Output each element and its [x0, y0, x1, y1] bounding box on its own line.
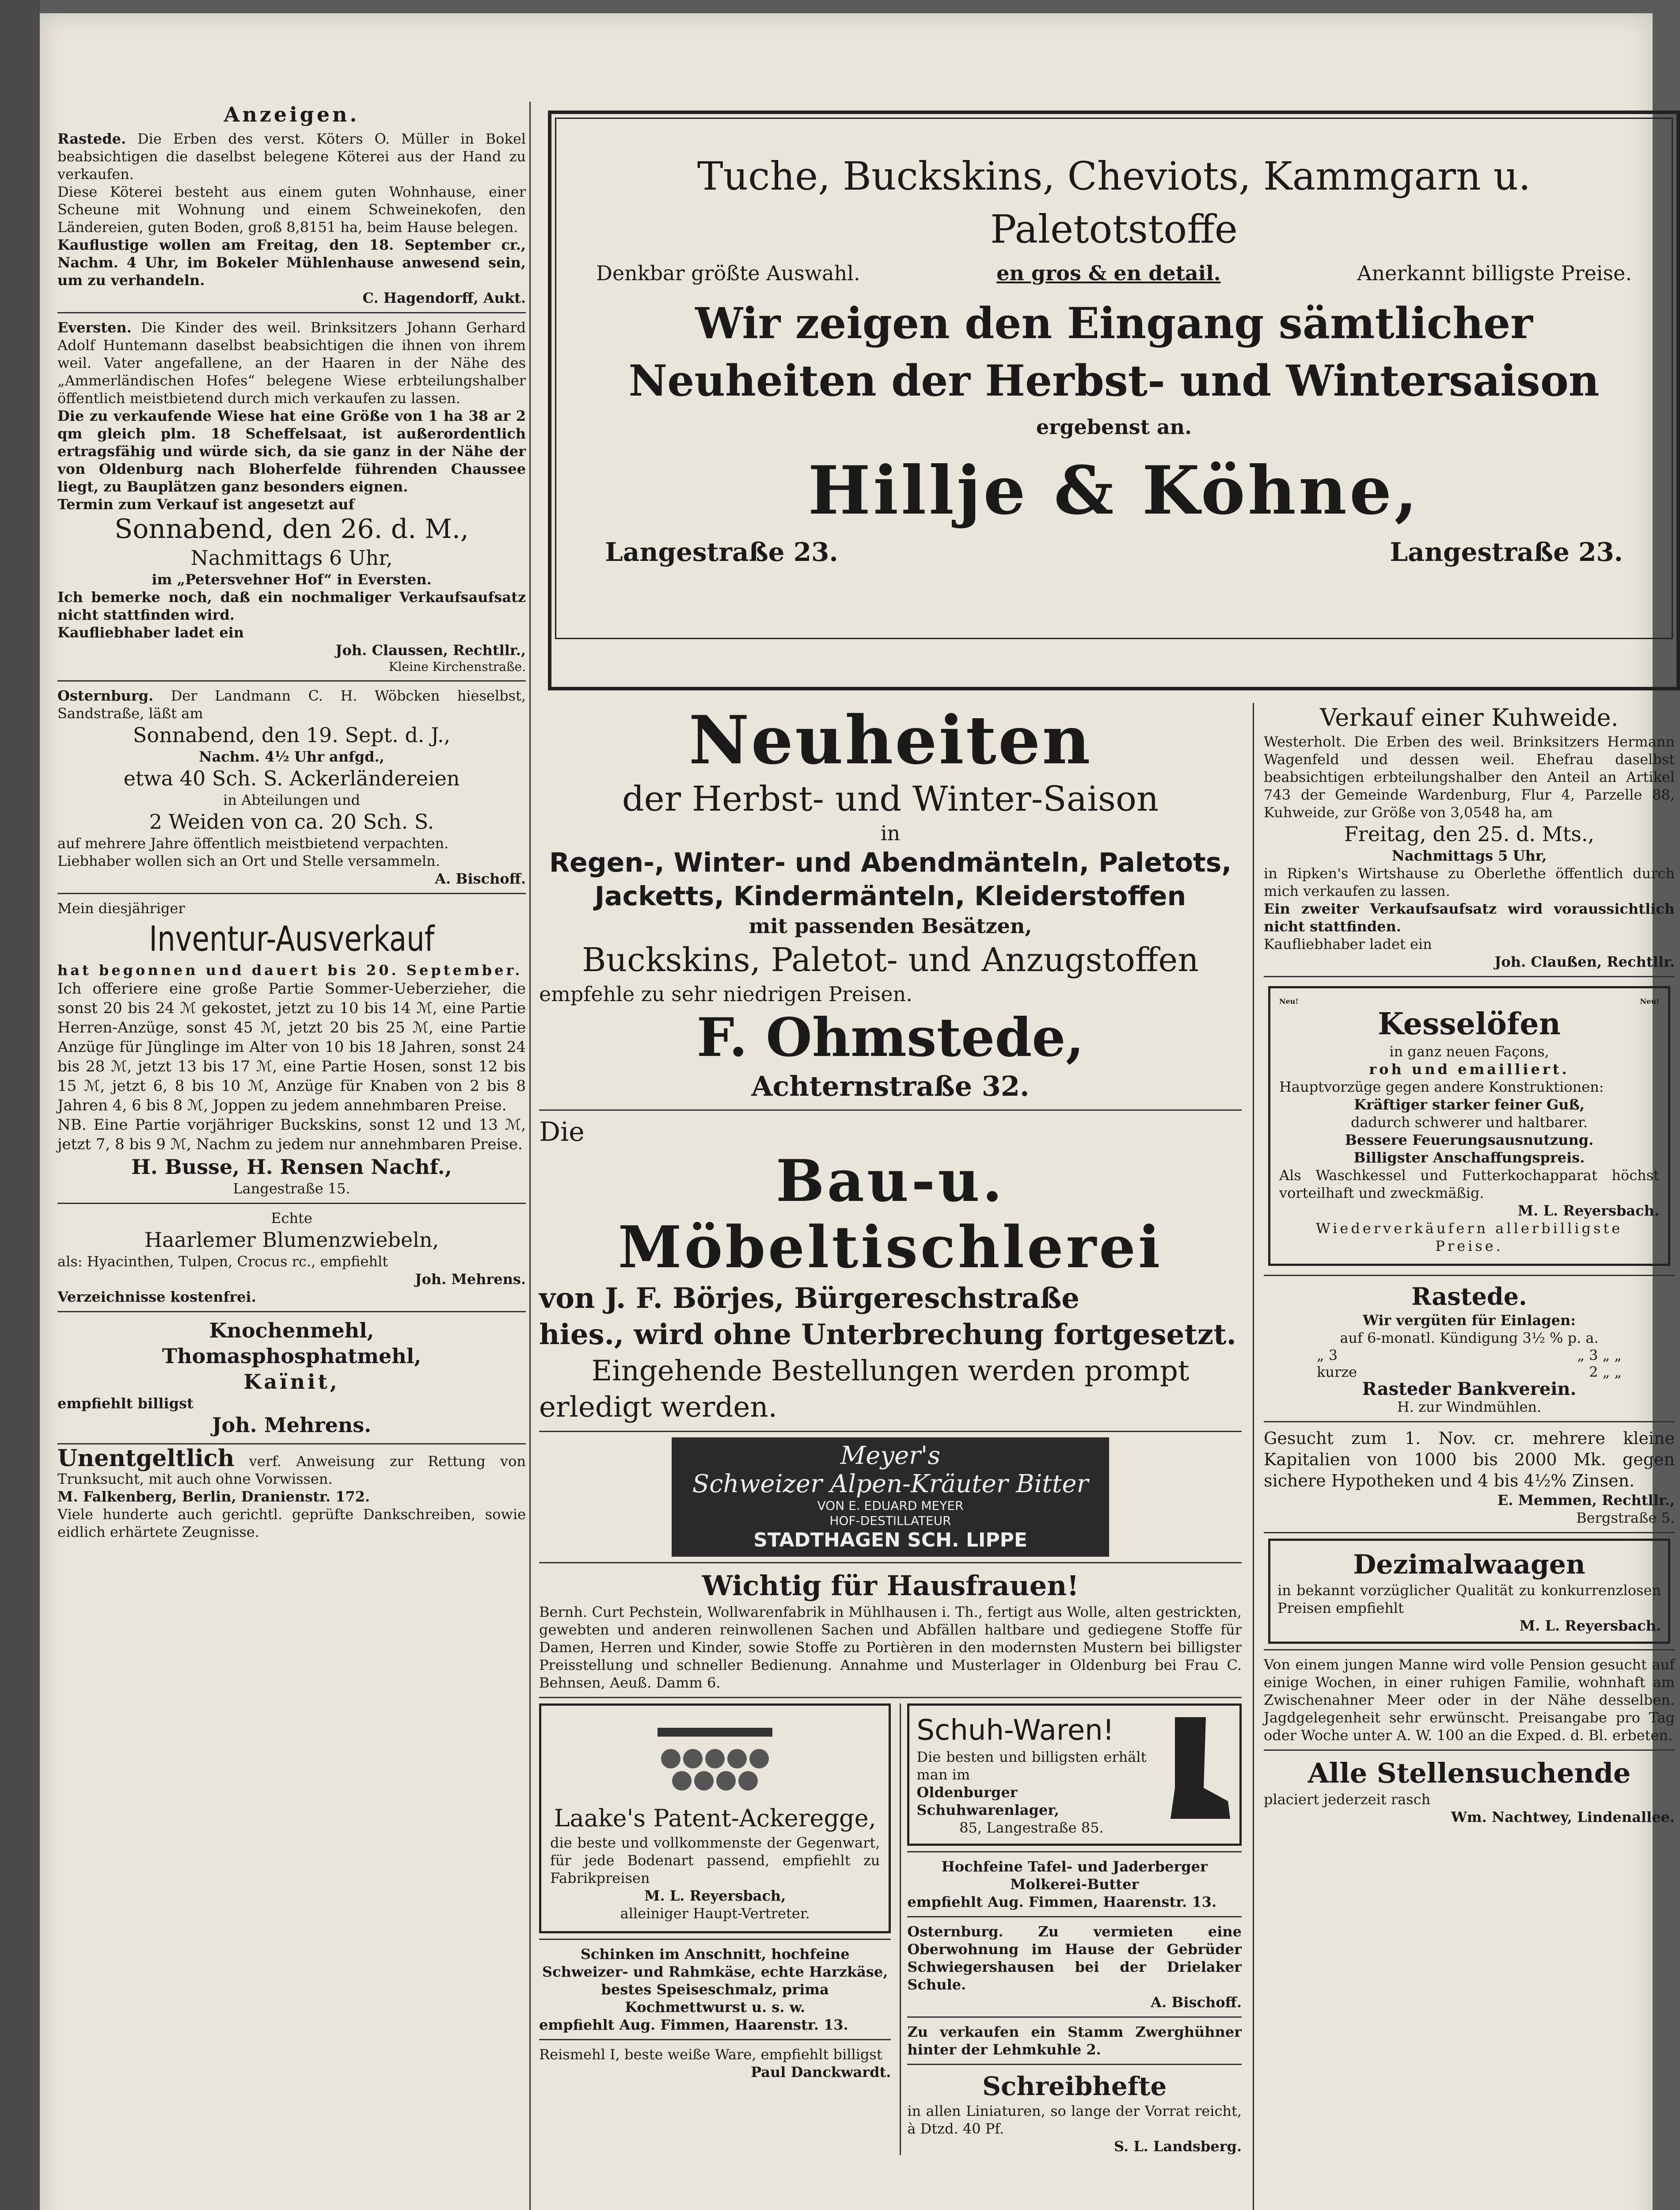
ad-bankverein [1264, 1281, 1675, 1416]
ad-neu: Neu! [1279, 997, 1299, 1006]
ad-text: Ich bemerke noch, daß ein nochmaliger Verkaufsaufsatz nicht stattfinden wird. [57, 589, 526, 623]
ad-text: Die zu verkaufende Wiese hat eine Größe von 1 ha 38 ar 2 qm gleich plm. 18 Scheffelsaat, ist außerordentlich ertragsfähig und würde sich, da sie ganz in der Nähe der von Oldenburg nach Bloherfelde führenden Chaussee liegt, zu Bauplätzen ganz besonders eignen. [57, 408, 526, 495]
ad-line: empfehle zu sehr niedrigen Preisen. [539, 982, 912, 1006]
ad-title: Schreibhefte [982, 2071, 1167, 2101]
ad-title: Rastede. [1411, 1282, 1527, 1311]
ad-text: als: Hyacinthen, Tulpen, Crocus rc., empfiehlt [57, 1253, 388, 1270]
ad-kuhweide [1264, 703, 1675, 971]
ad-address: Langestraße 23. [605, 537, 838, 567]
ad-title: Laake's Patent-Ackeregge, [554, 1804, 876, 1832]
ad-signature: H. zur Windmühlen. [1397, 1398, 1542, 1415]
ad-line: von J. F. Börjes, Bürgereschstraße [539, 1282, 1079, 1315]
ad-title: Verkauf einer Kuhweide. [1320, 704, 1619, 732]
column-left [57, 102, 526, 1541]
ad-address: Langestraße 23. [1390, 537, 1623, 567]
ad-lead: Eversten. [57, 319, 132, 336]
ad-title: Neuheiten [688, 701, 1092, 779]
ad-huehner: Zu verkaufen ein Stamm Zwerghühner hinter der Lehmkuhle 2. [907, 2023, 1242, 2058]
ad-title: Haarlemer Blumenzwiebeln, [144, 1228, 439, 1252]
ad-text: Wir vergüten für Einlagen: [1362, 1312, 1576, 1329]
ad-lead: Rastede. [57, 130, 126, 147]
ad-text: Der Landmann C. H. Wöbcken hieselbst, Sandstraße, läßt am [57, 687, 526, 722]
ad-text: in allen Liniaturen, so lange der Vorrat reicht, à Dtzd. 40 Pf. [907, 2103, 1242, 2137]
ad-text: in bekannt vorzüglicher Qualität zu konkurrenzlosen Preisen empfiehlt [1277, 1582, 1661, 1616]
ad-dezimalwaagen [1268, 1539, 1670, 1644]
ad-text: roh und emailliert. [1369, 1061, 1570, 1078]
ad-line: en gros & en detail. [996, 261, 1221, 285]
ad-schinken [539, 1945, 891, 2034]
ad-text: dadurch schwerer und haltbarer. [1350, 1114, 1588, 1131]
ad-headline: Neuheiten der Herbst- und Wintersaison [628, 356, 1600, 406]
ad-item: in Abteilungen und [223, 792, 360, 808]
ad-title: Inventur-Ausverkauf [149, 919, 435, 959]
ad-signature: C. Hagendorff, Aukt. [362, 290, 526, 306]
ad-osternburg [57, 687, 526, 888]
ad-text: die beste und vollkommenste der Gegenwart, für jede Bodenart passend, empfiehlt zu Fabrikpreisen [550, 1834, 880, 1886]
ad-text: Liebhaber wollen sich an Ort und Stelle versammeln. [57, 853, 440, 869]
ad-text: auf 6-monatl. Kündigung 3½ % p. a. [1340, 1330, 1599, 1346]
ad-title: Unentgeltlich [57, 1445, 235, 1472]
ad-note: Verzeichnisse kostenfrei. [57, 1288, 256, 1305]
ad-text: in Ripken's Wirtshause zu Oberlethe öffentlich durch mich verkaufen zu lassen. [1264, 865, 1675, 899]
ad-text: Kauflustige wollen am Freitag, den 18. September cr., Nachm. 4 Uhr, im Bokeler Mühlenhause anwesend sein, um zu verhandeln. [57, 236, 526, 289]
ad-line: Regen-, Winter- und Abendmänteln, Paletots, [549, 847, 1232, 878]
ad-line: der Herbst- und Winter-Saison [622, 779, 1159, 819]
ad-firm: F. Ohmstede, [696, 1006, 1084, 1069]
ad-line: mit passenden Besätzen, [749, 914, 1032, 938]
ad-text: Kräftiger starker feiner Guß, [1354, 1096, 1585, 1113]
ad-text: Diese Köterei besteht aus einem guten Wohnhause, einer Scheune mit Wohnung und einem Schweinekofen, den Ländereien, guten Boden, groß 8,8151 ha, beim Hause belegen. [57, 183, 526, 236]
ad-signature: Joh. Claussen, Rechtllr., [335, 642, 526, 659]
ad-pension: Von einem jungen Manne wird volle Pension gesucht auf einige Wochen, in einer ruhigen Familie, wohnhaft am Zwischenahner Meer oder in der Nähe desselben. Jagdgelegenheit sehr erwünscht. Preisangabe pro Tag oder Woche unter A. W. 100 an die Exped. d. Bl. erbeten. [1264, 1656, 1675, 1744]
ad-text: Als Waschkessel und Futterkochapparat höchst vorteilhaft und zweckmäßig. [1279, 1167, 1659, 1201]
ad-text: Schinken im Anschnitt, hochfeine Schweizer- und Rahmkäse, echte Harzkäse, bestes Speiseschmalz, prima Kochmettwurst u. s. w. [542, 1946, 888, 2016]
ad-lead: Osternburg. [57, 687, 154, 704]
ad-text: Die Kinder des weil. Brinksitzers Johann Gerhard Adolf Huntemann daselbst beabsichtigen die ihnen von ihrem weil. Vater angefallene, an der Haaren in der Nähe des „Ammerländischen Hofes“ belegene Wiese erbteilungshalber öffentlich meistbietend durch mich verkaufen zu lassen. [57, 319, 526, 407]
ad-signature: M. L. Reyersbach. [1517, 1202, 1659, 1219]
ad-firm: Hillje & Köhne, [808, 452, 1420, 530]
ad-pechstein [539, 1569, 1242, 1692]
ad-line: VON E. EDUARD MEYER [817, 1498, 964, 1513]
ad-knochenmehl [57, 1318, 526, 1438]
ad-signature: M. L. Reyersbach, [644, 1887, 786, 1904]
column-rule [529, 102, 531, 2210]
section-title: Anzeigen. [224, 103, 360, 126]
ad-signature: Joh. Claußen, Rechtllr. [1494, 953, 1675, 970]
ad-schreibhefte [907, 2070, 1242, 2155]
ad-item: 2 Weiden von ca. 20 Sch. S. [149, 810, 434, 834]
ad-text: verf. Anweisung zur Rettung von Trunksucht, mit auch ohne Vorwissen. [57, 1453, 526, 1487]
newspaper-page [40, 13, 1675, 2210]
ad-line: STADTHAGEN SCH. LIPPE [753, 1529, 1027, 1551]
ad-text: Gesucht zum 1. Nov. cr. mehrere kleine Kapitalien von 1000 bis 2000 Mk. gegen sichere Hypotheken und 4 bis 4½% Zinsen. [1264, 1429, 1675, 1490]
ad-pre: Echte [271, 1210, 312, 1227]
ad-line: erledigt werden. [539, 1391, 777, 1424]
ad-title: Bau-u. Möbeltischlerei [618, 1147, 1163, 1281]
ad-text: Hauptvorzüge gegen andere Konstruktionen: [1279, 1078, 1604, 1095]
ad-text: „ 3 „ „ [1577, 1347, 1622, 1364]
ad-title: Schuh-Waren! [916, 1714, 1114, 1747]
ad-signature: M. Falkenberg, Berlin, Dranienstr. 172. [57, 1488, 370, 1505]
ad-signature: Kleine Kirchenstraße. [388, 659, 526, 674]
ad-text: Die Erben des verst. Köters O. Müller in Bokel beabsichtigen die daselbst belegene Köterei aus der Hand zu verkaufen. [57, 130, 526, 183]
ad-time: Nachmittags 5 Uhr, [1391, 847, 1547, 864]
ad-text: auf mehrere Jahre öffentlich meistbietend verpachten. [57, 835, 449, 852]
ad-text: hat begonnen und dauert bis 20. September. [57, 962, 523, 979]
ad-line: Buckskins, Paletot- und Anzugstoffen [582, 941, 1199, 979]
ad-item: etwa 40 Sch. S. Ackerländereien [123, 766, 460, 790]
ad-line: Denkbar größte Auswahl. [596, 261, 860, 285]
ad-text: Bessere Feuerungsausnutzung. [1345, 1132, 1594, 1148]
ad-line: Schweizer Alpen-Kräuter Bitter [692, 1470, 1089, 1498]
ad-text: Termin zum Verkauf ist angesetzt auf [57, 496, 355, 513]
ad-time: Nachm. 4½ Uhr anfgd., [199, 748, 384, 765]
ad-address: 85, Langestraße 85. [959, 1819, 1104, 1836]
ad-reismehl [539, 2046, 891, 2081]
ad-text: Osternburg. Zu vermieten eine Oberwohnung im Hause der Gebrüder Schwiegershausen bei der Drielaker Schule. [907, 1923, 1242, 1993]
ad-title: Wichtig für Hausfrauen! [702, 1570, 1079, 1602]
ad-boerjes [539, 1116, 1242, 1425]
ad-hillje-koehne [548, 110, 1680, 690]
ad-inventur [57, 899, 526, 1197]
ad-signature: A. Bischoff. [1151, 1994, 1242, 2011]
ad-firm: Oldenburger Schuhwarenlager, [916, 1784, 1059, 1818]
ad-text: kurze [1317, 1364, 1357, 1380]
ad-egge [539, 1703, 891, 1933]
ad-line: ergebenst an. [1036, 415, 1192, 439]
ad-text: Ein zweiter Verkaufsaufsatz wird voraussichtlich nicht stattfinden. [1264, 900, 1675, 935]
ad-firm: Rasteder Bankverein. [1362, 1379, 1577, 1399]
ad-line: hies., wird ohne Unterbrechung fortgesetzt. [539, 1318, 1236, 1351]
ad-text: Westerholt. Die Erben des weil. Brinksitzers Hermann Wagenfeld und dessen weil. Ehefrau daselbst beabsichtigen erbteilungshalber den Anteil an Artikel 743 der Gemeinde Wardenburg, Flur 4, Parzelle 88, Kuhweide, zur Größe von 3,0548 ha, am [1264, 733, 1675, 821]
ad-line: HOF-DESTILLATEUR [829, 1513, 951, 1528]
ad-date: Sonnabend, den 19. Sept. d. J., [133, 723, 451, 747]
ad-text: in ganz neuen Façons, [1389, 1043, 1549, 1060]
harrow-illustration [649, 1719, 781, 1798]
ad-text: empfiehlt billigst [57, 1395, 194, 1412]
ad-eversten [57, 319, 526, 675]
boot-icon [1157, 1713, 1232, 1823]
ad-zwiebeln [57, 1209, 526, 1306]
ad-text: NB. Eine Partie vorjähriger Buckskins, sonst 12 und 13 ℳ, jetzt 7, 8 bis 9 ℳ, Nachm zu jedem nur annehmbaren Preise. [57, 1116, 526, 1153]
ad-title: Alle Stellensuchende [1308, 1757, 1631, 1789]
column-middle [539, 703, 1242, 2155]
ad-text: Ich offeriere eine große Partie Sommer-Ueberzieher, die sonst 20 bis 24 ℳ gekostet, jetzt zu 10 bis 14 ℳ, eine Partie Herren-Anzüge, sonst 45 ℳ, jetzt 20 bis 25 ℳ, eine Partie Anzüge für Jünglinge im Alter von 10 bis 18 Jahren, sonst 24 bis 28 ℳ, jetzt 13 bis 17 ℳ, eine Partie Hosen, sonst 12 bis 15 ℳ, jetzt 6, 8 bis 10 ℳ, Anzüge für Knaben von 2 bis 8 Jahren 4, 6 bis 8 ℳ, Joppen zu jedem annehmbaren Preise. [57, 980, 526, 1114]
ad-text: Billigster Anschaffungspreis. [1353, 1149, 1585, 1166]
ad-line: Meyer's [840, 1441, 941, 1470]
ad-title: Kaïnit, [243, 1370, 340, 1394]
ad-text: „ 3 [1317, 1347, 1338, 1364]
ad-text: Kaufliebhaber ladet ein [1264, 936, 1432, 953]
ad-text: Bernh. Curt Pechstein, Wollwarenfabrik in Mühlhausen i. Th., fertigt aus Wolle, alten gestrickten, gewebten und anderen reinwollenen Sachen und Abfällen haltbare und gediegene Stoffe für Damen, Herren und Kinder, sowie Stoffe zu Portièren in den modernsten Mustern bei billigster Preisstellung und schneller Bedienung. Annahme und Musterlager in Oldenburg bei Frau C. Behnsen, Aeuß. Damm 6. [539, 1604, 1242, 1691]
ad-address: Langestraße 15. [233, 1180, 350, 1197]
ad-signature: M. L. Reyersbach. [1519, 1617, 1661, 1634]
ad-signature: empfiehlt Aug. Fimmen, Haarenstr. 13. [539, 2016, 848, 2033]
ad-date: Sonnabend, den 26. d. M., [114, 514, 469, 545]
ad-meyer-banner [672, 1437, 1109, 1557]
column-rule [1253, 703, 1254, 2210]
ad-time: Nachmittags 6 Uhr, [190, 546, 393, 570]
ad-place: im „Petersvehner Hof“ in Eversten. [152, 571, 432, 588]
ad-line: Tuche, Buckskins, Cheviots, Kammgarn u. Paletotstoffe [697, 153, 1531, 252]
ad-line: Eingehende Bestellungen werden prompt [591, 1355, 1190, 1387]
ad-text: Kaufliebhaber ladet ein [57, 624, 244, 641]
ad-title: Kesselöfen [1378, 1006, 1561, 1042]
ad-osternburg-wohnung [907, 1923, 1242, 2011]
ad-text: Wiederverkäufern allerbilligste Preise. [1315, 1220, 1623, 1254]
column-right [1264, 703, 1675, 1826]
ad-firm: H. Busse, H. Rensen Nachf., [131, 1155, 452, 1179]
ad-signature: empfiehlt Aug. Fimmen, Haarenstr. 13. [907, 1894, 1217, 1910]
ad-stellensuchende [1264, 1756, 1675, 1826]
ad-headline: Wir zeigen den Eingang sämtlicher [695, 298, 1533, 348]
ad-text: 2 „ „ [1589, 1364, 1622, 1380]
ad-signature: E. Memmen, Rechtllr., [1497, 1492, 1675, 1509]
ad-signature: Joh. Mehrens. [415, 1271, 526, 1288]
ad-text: Viele hunderte auch gerichtl. geprüfte Dankschreiben, sowie eidlich erhärtete Zeugnisse. [57, 1506, 526, 1540]
ad-line: Anerkannt billigste Preise. [1357, 261, 1632, 285]
ad-date: Freitag, den 25. d. Mts., [1344, 822, 1595, 846]
ad-pre: Mein diesjähriger [57, 900, 185, 917]
ad-butter [907, 1858, 1242, 1911]
ad-text: placiert jederzeit rasch [1264, 1791, 1431, 1808]
ad-title: Knochenmehl, [209, 1318, 374, 1342]
ad-text: Hochfeine Tafel- und Jaderberger Molkerei-Butter [941, 1858, 1208, 1893]
ad-ohmstede [539, 703, 1242, 1104]
ad-title: Thomasphosphatmehl, [162, 1344, 422, 1368]
ad-title: Dezimalwaagen [1353, 1549, 1585, 1580]
ad-signature: Wm. Nachtwey, Lindenallee. [1451, 1809, 1675, 1825]
ad-address: Achternstraße 32. [751, 1070, 1030, 1102]
ad-text: Die besten und billigsten erhält man im [916, 1749, 1147, 1783]
ad-unentgeltlich [57, 1445, 526, 1541]
ad-pre: Die [539, 1116, 585, 1147]
ad-neu: Neu! [1640, 997, 1659, 1006]
ad-signature: S. L. Landsberg. [1114, 2138, 1242, 2155]
book-gutter [0, 0, 40, 2210]
ad-line: in [880, 821, 901, 845]
ad-signature: Joh. Mehrens. [212, 1413, 372, 1437]
ad-signature: Bergstraße 5. [1576, 1509, 1675, 1526]
ad-text: Reismehl I, beste weiße Ware, empfiehlt billigst [539, 2046, 882, 2063]
ad-signature: Paul Danckwardt. [751, 2064, 891, 2080]
ad-signature: A. Bischoff. [435, 870, 526, 887]
ad-schuhwaren [907, 1703, 1242, 1846]
ad-rastede [57, 130, 526, 307]
ad-gesucht [1264, 1428, 1675, 1527]
ad-line: Jacketts, Kindermänteln, Kleiderstoffen [594, 881, 1186, 912]
ad-signature: alleiniger Haupt-Vertreter. [620, 1905, 810, 1922]
ad-kesseloefen [1268, 986, 1670, 1266]
